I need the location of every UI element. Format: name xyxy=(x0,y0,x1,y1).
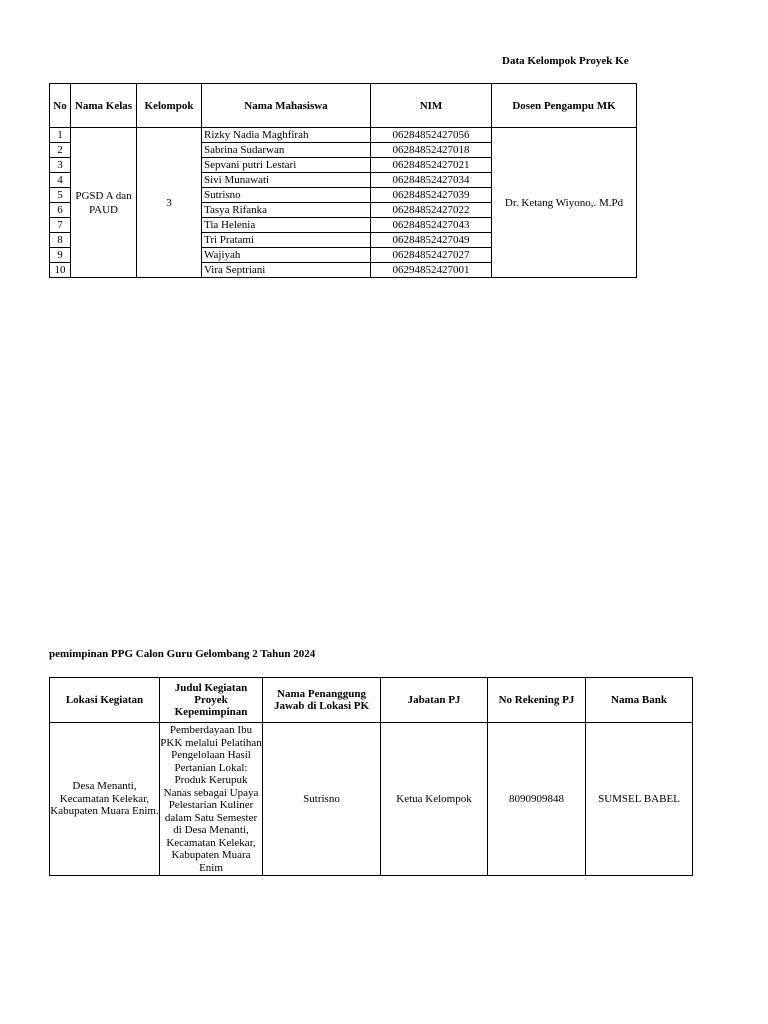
cell-no: 8 xyxy=(50,233,71,248)
cell-no: 5 xyxy=(50,188,71,203)
cell-no: 2 xyxy=(50,143,71,158)
header-jabatan: Jabatan PJ xyxy=(381,678,488,723)
cell-no: 6 xyxy=(50,203,71,218)
cell-judul: Pemberdayaan Ibu PKK melalui Pelatihan Pengelolaan Hasil Pertanian Lokal: Produk Kerupuk Nanas sebagai Upaya Pelestarian Kuliner dalam Satu Semester di Desa Menanti, Kecamatan Kelekar, Kabupaten Muara Enim xyxy=(160,724,262,874)
header-nim: NIM xyxy=(371,84,492,128)
cell-nama-kelas: PGSD A dan PAUD xyxy=(71,128,137,278)
cell-nama-mahasiswa: Tia Helenia xyxy=(202,218,371,233)
cell-rekening: 8090909848 xyxy=(488,723,586,876)
cell-jabatan: Ketua Kelompok xyxy=(381,723,488,876)
cell-nim: 06284852427039 xyxy=(371,188,492,203)
student-group-table xyxy=(49,83,637,278)
project-location-table xyxy=(49,677,693,876)
cell-nama-mahasiswa: Vira Septriani xyxy=(202,263,371,278)
header-penanggung-jawab: Nama Penanggung Jawab di Lokasi PK xyxy=(263,678,381,723)
cell-nim: 06294852427001 xyxy=(371,263,492,278)
cell-nim: 06284852427034 xyxy=(371,173,492,188)
table2-title: pemimpinan PPG Calon Guru Gelombang 2 Tahun 2024 xyxy=(49,648,316,660)
cell-nim: 06284852427043 xyxy=(371,218,492,233)
cell-no: 1 xyxy=(50,128,71,143)
cell-nim: 06284852427027 xyxy=(371,248,492,263)
cell-no: 10 xyxy=(50,263,71,278)
cell-nim: 06284852427056 xyxy=(371,128,492,143)
cell-no: 9 xyxy=(50,248,71,263)
cell-no: 4 xyxy=(50,173,71,188)
cell-nama-mahasiswa: Rizky Nadia Maghfirah xyxy=(202,128,371,143)
cell-nama-mahasiswa: Sutrisno xyxy=(202,188,371,203)
table-header-row xyxy=(50,678,693,723)
table-row xyxy=(50,723,693,876)
header-no: No xyxy=(50,84,71,128)
cell-no: 7 xyxy=(50,218,71,233)
table-row xyxy=(50,128,637,143)
header-dosen: Dosen Pengampu MK xyxy=(492,84,637,128)
cell-nama-mahasiswa: Tasya Rifanka xyxy=(202,203,371,218)
cell-nim: 06284852427022 xyxy=(371,203,492,218)
cell-nim: 06284852427049 xyxy=(371,233,492,248)
header-judul: Judul Kegiatan Proyek Kepemimpinan xyxy=(160,678,263,723)
cell-no: 3 xyxy=(50,158,71,173)
header-kelompok: Kelompok xyxy=(137,84,202,128)
table1-title: Data Kelompok Proyek Ke xyxy=(502,55,629,67)
cell-nama-mahasiswa: Tri Pratami xyxy=(202,233,371,248)
table-header-row xyxy=(50,84,637,128)
header-nama-mahasiswa: Nama Mahasiswa xyxy=(202,84,371,128)
header-bank: Nama Bank xyxy=(586,678,693,723)
cell-nim: 06284852427021 xyxy=(371,158,492,173)
header-nama-kelas: Nama Kelas xyxy=(71,84,137,128)
cell-kelompok: 3 xyxy=(137,128,202,278)
header-lokasi: Lokasi Kegiatan xyxy=(50,678,160,723)
cell-nim: 06284852427018 xyxy=(371,143,492,158)
header-rekening: No Rekening PJ xyxy=(488,678,586,723)
cell-penanggung-jawab: Sutrisno xyxy=(263,723,381,876)
cell-lokasi: Desa Menanti, Kecamatan Kelekar, Kabupaten Muara Enim. xyxy=(50,723,160,876)
cell-nama-mahasiswa: Sabrina Sudarwan xyxy=(202,143,371,158)
cell-bank: SUMSEL BABEL xyxy=(586,723,693,876)
cell-nama-mahasiswa: Wajiyah xyxy=(202,248,371,263)
cell-nama-mahasiswa: Sepvani putri Lestari xyxy=(202,158,371,173)
cell-nama-mahasiswa: Sivi Munawati xyxy=(202,173,371,188)
cell-dosen: Dr. Ketang Wiyono,. M.Pd xyxy=(492,128,637,278)
